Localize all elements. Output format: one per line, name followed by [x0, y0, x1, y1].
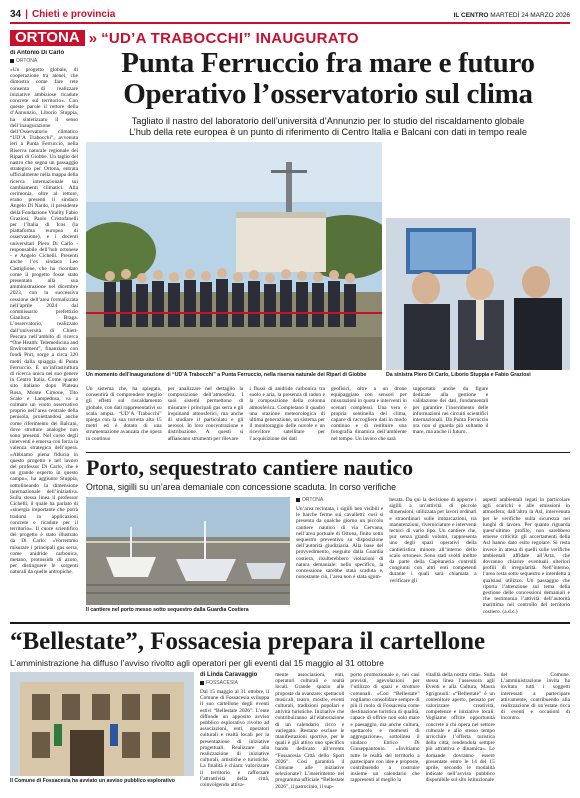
- story2-subhead: Ortona, sigilli su un’area demaniale con concessione scaduta. In corso verifiche: [86, 482, 397, 492]
- story2-place: [296, 497, 383, 503]
- story1-byline: di Antonio Di Carlo: [10, 50, 65, 56]
- story1-headline-line1: Punta Ferruccio fra mare e futuro: [121, 47, 535, 79]
- story1-headline-line2: Operativo l’osservatorio sul clima: [123, 78, 533, 110]
- story3-body-col-5: del Comune. L’amministrazione invita ha invitato tutti i soggetti interessati a partecipare attivamente, contribuendo alla realizzazione di un’estate ricca di eventi e occasioni di incontro.: [500, 672, 570, 722]
- story3-body-col-2: mente associazioni, enti, operatori culturali e realtà locali. Grande spazio alle proposte da avanzare: spettacoli musicali, teatro, mostre, eventi culturali, tradizioni popolari e attività turistiche. Iniziative che contribuiranno all’elaborazione di un calendario ricco e variegato. Restano escluse le manifestazioni sportive, per le quali è già attivo uno specifico bando dedicato all’evento “Fossacesia Città dello Sport 2026”. Così garantirà il Comune alle iniziative selezionate? L’inserimento nel programma ufficiale “Bellestate 2026”, il patrocinio, il sup-: [275, 672, 345, 790]
- header-right: [454, 12, 570, 22]
- kicker-arrows: »: [88, 29, 98, 47]
- issue-date: MARTEDÌ 24 MARZO 2026: [490, 12, 570, 19]
- story3-byline: di Linda Caravaggio: [200, 672, 258, 678]
- story2-body-col-3: aspetti ambientali legati in particolare agli scarichi e alle emissioni in atmosfera; dall’altro la Asl, intervenuta per le verifiche sulla sicurezza nei luoghi di lavoro. Per quanto riguarda quest’ultimo profilo, non sarebbero emerse criticità: gli accertamenti della Asl hanno dato esito regolare. Si resta invece in attesa di quelli sulle verifiche ambientali affidate all’Arta, che dovranno chiarire eventuali ulteriori profili di irregolarità. Nell’interno, l’area resta sotto sequestro e interdetta a qualsiasi utilizzo. Un passaggio che riporta l’attenzione sul tema della gestione delle concessioni demaniali e che testimonia l’attività dell’autorità marittima nel controllo del territorio costiero. (a.d.c.): [482, 497, 570, 615]
- page-number: 34: [10, 9, 22, 20]
- place-marker-icon: [10, 59, 14, 63]
- story2-body-columns: [296, 497, 570, 615]
- story1-portrait-photo: [386, 218, 570, 370]
- story2-top-rule: [86, 452, 570, 453]
- page-header: [10, 6, 570, 24]
- story1-body-col-5: supportato anche da figure dedicate alla gestione e validazione dei dati, fondamentali per garantire l’inserimento delle informazioni nei circuiti scientifici internazionali. Da Punta Ferruccio ora non si guarda più soltanto il mare, ma anche il futuro.: [412, 386, 489, 436]
- header-separator: |: [25, 9, 28, 20]
- story3-photo: [10, 672, 194, 776]
- story2-photo-caption: Il cantiere nel porto messo sotto sequestro dalla Guardia Costiera: [86, 607, 249, 613]
- story2-col-1: [296, 497, 383, 616]
- story1-main-caption: Un momento dell’inaugurazione di “UD’A Trabocchi” a Punta Ferruccio, nella riserva naturale dei Ripari di Giobbe: [86, 372, 367, 378]
- story1-body-col-3: i flussi di anidride carbonica tra suolo e aria, la presenza di radon e la composizione della colonna atmosferica. Completano il quadro una stazione meteorologica di ultima generazione, un sistema per il monitoraggio delle nuvole e un ricevitore satellitare per l’acquisizione dei dati: [249, 386, 325, 442]
- story1-headline: [86, 48, 570, 110]
- story3-body-col-3: porto promozionale e, nei casi previsti, agevolazioni per l’utilizzo di spazi e strutture comunali. «Con “Bellestate” vogliamo consolidare sempre di più il ruolo di Fossacesia come destinazione turistica di qualità, capace di offrire non solo mare e paesaggio, ma anche cultura, spettacolo e momenti di aggregazione», sottolinea il sindaco Enrico Di Giuseppantonio. «Invitiamo tutte le realtà del territorio a partecipare con idee e proposte, contribuendo a costruire insieme un calendario che rappresenti al meglio la: [350, 672, 420, 784]
- header-left: [10, 9, 115, 22]
- story2-headline: Porto, sequestrato cantiere nautico: [86, 455, 414, 480]
- story1-body-col-6: [494, 386, 570, 448]
- story3-place: [200, 680, 269, 686]
- story1-place: [10, 58, 78, 64]
- story1-subhead: [86, 116, 570, 138]
- story3-place-label: FOSSACESIA: [206, 680, 238, 686]
- story3-col-1: [200, 672, 269, 791]
- story1-left-text: «Un progetto globale, di cooperazione tra atenei, che dimostra come fare rete consenta di realizzare iniziative ambiziose ricadute concrete sul territorio». Con queste parole il rettore della d’Annunzio, Liborio Stuppia, ha sintetizzato il senso dell’inaugurazione dell’Osservatorio climatico “UD’A Trabocchi”, avvenuta ieri a Punta Ferruccio, nella Riserva naturale regionale dei Ripari di Giobbe. Un taglio del nastro che segna un passaggio strategico per Ortona, entrata ufficialmente nella mappa della ricerca internazionale sui cambiamenti climatici. Alla cerimonia, oltre al rettore, erano presenti il sindaco Angelo Di Nardo, il presidente della Fondazione Vitality Fabio Graziosi, Paolo Cristofanelli per l’Italia di Icos (la piattaforma europea di osservazione), e i docenti universitari Piero Di Carlo - responsabile dell’hub ortonese - e Angelo Cichelli. Presenti anche l’ex sindaco Leo Castiglione, che ha ricordato come il progetto fosse stato presentato alla sua amministrazione nel dicembre 2023, con la successiva cessione dell’area formalizzata nell’aprile 2024 dal commissario prefettizio Gianluca Braga. L’osservatorio, realizzato dall’università di Chieti-Pescara nell’ambito di ricerca “One Health: Telemedicina and Environment”, finanziato con fondi Pnrr, sorge a circa 320 metri dalla spiaggia di Punta Ferruccio. È un’infrastruttura di ricerca unica nel suo genere in Centro Italia. Come quanto sito italiano dopo Plateau Rosa, Monte Cimone, Tito Scalo e Lampedusa, va a colmare un vuoto osservativo proprio nell’area centrale della penisola, proiettandosi anche come riferimento dei Balcani, dove strutture analoghe non sono presenti. Nel corso degli interventi è emersa con forza la valenza strategica dell’opera. «Abbiamo piena fiducia in questo progetto e nel lavoro del professor Di Carlo, che è un grande esperto in questo campo», ha aggiunto Stuppia, sottolineando la dimensione internazionale dell’iniziativa. Sulla stessa linea il professor Cichelli, il quale ha parlato di «sinergia importante che potrà tradursi in applicazioni concrete e ricadute per il territorio». Il cuore scientifico del progetto è stato illustrato da Di Carlo: «Vorremmo misurare i principali gas serra, come anidride carbonica, metano, protossido di azoto, per distinguere le sorgenti naturali da quelle antropiche.: [10, 67, 78, 576]
- story1-body-columns: [86, 386, 570, 448]
- story3-body-col-1: Dal 15 maggio al 31 ottobre, il Comune di Fossacesia sviluppa il suo cartellone degli eventi estivi “Bellestate 2026”. L’ente diffonde un apposito avviso pubblico esplorativo rivolto ad associazioni, enti, operatori culturali e realtà locali per la presentazione di iniziative progettuali. Realizzare alla realizzazione di iniziative culturali, artistiche e turistiche. La finalità è chiara: valorizzare il territorio e rafforzare l’attrattività della città, coinvolgendo attiva-: [200, 689, 270, 789]
- story2-body-col-2: berata. Da qui la decisione di apporre i sigilli a un’attività di piccole dimensioni, utilizzata per lavori ordinari e straordinari sulle imbarcazioni, tra manutenzioni, riverniciature e interventi tecnici di vario tipo. Un cantiere che, pur senza grandi volumi, rappresenta uno degli spazi operativi della cantieristica minore all’interno dello scalo ortonese. Sono stati svolti inoltre da parte della Capitaneria controlli congiunti con altri enti competenti durante i quali sarà chiamata a verificare gli: [389, 497, 477, 584]
- kicker-title: “UD’A TRABOCCHI” INAUGURATO: [101, 29, 359, 47]
- story3-body-col-4: vitalità della nostra città». Sulla stessa linea l’assessora agli Eventi e alla Cultura, Maura Sgrignuoli: «“Bellestate” è un contenitore aperto, pensato per valorizzare creatività, competenze e iniziative locali. Vogliamo offrire opportunità concrete a chi opera nel settore culturale e allo stesso tempo arricchire l’offerta turistica della città, rendendola sempre più attrattiva e dinamica». Le domande dovranno essere presentate entro le 14 del 15 aprile, secondo le modalità indicate nell’avviso pubblico disponibile sul sito istituzionale: [425, 672, 495, 784]
- section-name: Chieti e provincia: [31, 9, 116, 20]
- story1-kicker: [10, 30, 359, 46]
- place-marker-icon: [200, 681, 204, 685]
- story2-place-label: ORTONA: [302, 497, 324, 503]
- story3-headline: “Bellestate”, Fossacesia prepara il cartellone: [10, 628, 486, 655]
- story3-subhead: L’amministrazione ha diffuso l’avviso rivolto agli operatori per gli eventi dal 15 maggio al 31 ottobre: [10, 658, 384, 668]
- story3-photo-caption: Il Comune di Fossacesia ha avviato un avviso pubblico esplorativo: [10, 778, 175, 784]
- place-marker-icon: [296, 498, 300, 502]
- story3-body-columns: [200, 672, 570, 790]
- story1-left-column: [10, 50, 78, 616]
- story1-portrait-caption: Da sinistra Piero Di Carlo, Liborio Stuppia e Fabio Graziosi: [386, 372, 531, 378]
- story2-body-col-1: Un’area recintata, i sigilli ben visibili e le barche ferme sui cavalletti: così si presenta da qualche giorno un piccolo cantiere nautico di via Cervana, nell’area portuale di Ortona, finito sotto sequestro preventivo su disposizione dell’autorità giudiziaria. Alla base del provvedimento, eseguito dalla Guardia costiera, risulterebbero violazioni di natura demaniale: nello specifico, la concessione sarebbe stata scaduta e, nonostante ciò, l’area non è stata sgom-: [296, 506, 384, 581]
- story1-body-col-2: per analizzare nel dettaglio la composizione dell’atmosfera. I suoi sistemi permettono di misurare i principali gas serra e gli inquinanti atmosferici, ma anche di studiare il particolato e gli aerosol. In loro concentrazione e distribuzione. A questi si affiancano strumenti per rilevare: [167, 386, 244, 442]
- story1-main-photo: [86, 142, 382, 370]
- masthead: IL CENTRO: [453, 12, 489, 19]
- story3-top-rule: [10, 622, 570, 624]
- story1-subhead-line1: Tagliato il nastro del laboratorio dell’università d’Annunzio per lo studio del riscaldamento globale: [131, 116, 525, 126]
- story1-body-col-1: Un sistema che, ha spiegato, consentirà di comprendere meglio gli effetti sul riscaldamento globale, con dati rappresentativi su scala ampia. “UD’A Trabocchi” spiega con la sua torretta alta 15 metri ed è dotato di una strumentazione avanzata che opera in continuo: [86, 386, 162, 442]
- story1-subhead-line2: L’hub della rete europea è un punto di riferimento di Centro Italia e Balcani con dati in tempo reale: [129, 127, 527, 137]
- location-tag: ORTONA: [10, 30, 85, 46]
- story1-place-label: ORTONA: [16, 58, 38, 64]
- story2-photo: [86, 497, 290, 605]
- story1-body-col-4: geofisici, oltre a un drone equipaggiato con sensori per misurazioni in quota e interventi in scenari complessi. Una vera e propria sentinella del clima, capace di raccogliere dati in modo continuo e di restituire una fotografia dinamica dell’ambiente nel tempo. Un lavoro che sarà: [330, 386, 407, 442]
